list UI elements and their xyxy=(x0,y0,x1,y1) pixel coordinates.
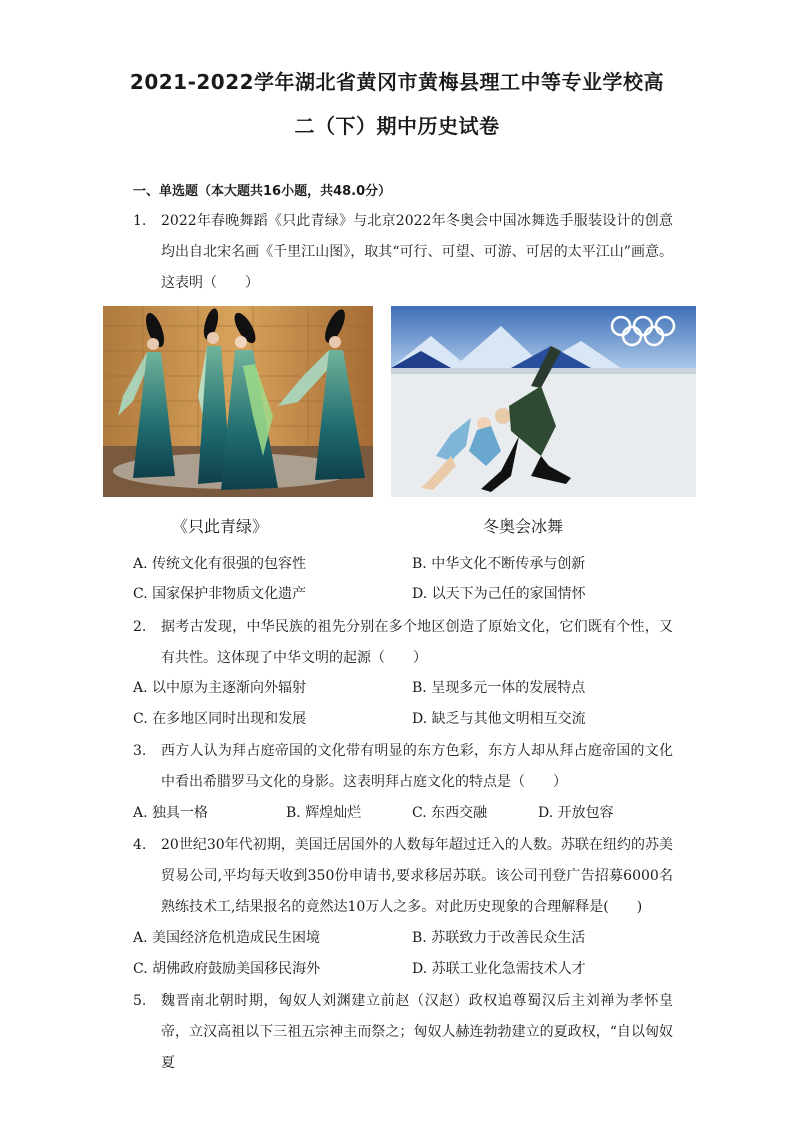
question-text: 魏晋南北朝时期，匈奴人刘渊建立前赵（汉赵）政权追尊蜀汉后主刘禅为孝怀皇帝，立汉高祖以下三祖五宗神主而祭之；匈奴人赫连勃勃建立的夏政权，“自以匈奴夏 xyxy=(161,993,673,1071)
question-4 xyxy=(133,830,673,923)
image-caption: 冬奥会冰舞 xyxy=(483,517,564,536)
question-2 xyxy=(133,612,673,674)
dance-photo-illustration xyxy=(103,306,373,497)
option-d[interactable]: D. 以天下为己任的家国情怀 xyxy=(412,586,586,602)
dance-photo xyxy=(103,306,373,497)
option-a[interactable]: A. 传统文化有很强的包容性 xyxy=(133,556,307,572)
ice-dance-photo-illustration xyxy=(391,306,696,497)
option-c[interactable]: C. 国家保护非物质文化遗产 xyxy=(133,586,307,602)
question-text: 20世纪30年代初期，美国迁居国外的人数每年超过迁入的人数。苏联在纽约的苏美贸易公司,平均每天收到350份申请书,要求移居苏联。该公司刊登广告招募6000名熟练技术工,结果报名的竟然达10万人之多。对此历史现象的合理解释是( ) xyxy=(161,837,673,915)
question-text: 西方人认为拜占庭帝国的文化带有明显的东方色彩，东方人却从拜占庭帝国的文化中看出希腊罗马文化的身影。这表明拜占庭文化的特点是（ ） xyxy=(161,743,673,790)
page-title-line2: 二（下）期中历史试卷 xyxy=(294,114,500,138)
page-title-line1: 2021-2022学年湖北省黄冈市黄梅县理工中等专业学校高 xyxy=(129,70,665,94)
image-caption: 《只此青绿》 xyxy=(172,517,269,536)
option-b[interactable]: B. 苏联致力于改善民众生活 xyxy=(412,930,586,946)
option-b[interactable]: B. 中华文化不断传承与创新 xyxy=(412,556,586,572)
question-number: 2. xyxy=(133,619,147,635)
option-c[interactable]: C. 在多地区同时出现和发展 xyxy=(133,711,307,727)
section-heading: 一、单选题（本大题共16小题，共48.0分） xyxy=(133,184,392,199)
option-a[interactable]: A. 美国经济危机造成民生困境 xyxy=(133,930,321,946)
option-c[interactable]: C. 东西交融 xyxy=(412,805,488,821)
option-b[interactable]: B. 呈现多元一体的发展特点 xyxy=(412,680,586,696)
question-text: 2022年春晚舞蹈《只此青绿》与北京2022年冬奥会中国冰舞选手服装设计的创意均出自北宋名画《千里江山图》，取其“可行、可望、可游、可居的太平江山”画意。这表明（ ） xyxy=(161,213,673,291)
question-number: 1. xyxy=(133,213,147,229)
question-number: 4. xyxy=(133,837,147,853)
option-c[interactable]: C. 胡佛政府鼓励美国移民海外 xyxy=(133,961,321,977)
question-number: 5. xyxy=(133,993,147,1009)
question-3 xyxy=(133,736,673,798)
option-d[interactable]: D. 苏联工业化急需技术人才 xyxy=(412,961,586,977)
question-1 xyxy=(133,206,673,299)
question-5 xyxy=(133,986,673,1079)
question-number: 3. xyxy=(133,743,147,759)
option-b[interactable]: B. 辉煌灿烂 xyxy=(286,805,362,821)
option-a[interactable]: A. 以中原为主逐渐向外辐射 xyxy=(133,680,307,696)
option-d[interactable]: D. 缺乏与其他文明相互交流 xyxy=(412,711,586,727)
option-a[interactable]: A. 独具一格 xyxy=(133,805,209,821)
question-text: 据考古发现，中华民族的祖先分别在多个地区创造了原始文化，它们既有个性，又有共性。这体现了中华文明的起源（ ） xyxy=(161,619,673,666)
option-d[interactable]: D. 开放包容 xyxy=(538,805,614,821)
ice-dance-photo xyxy=(391,306,696,497)
